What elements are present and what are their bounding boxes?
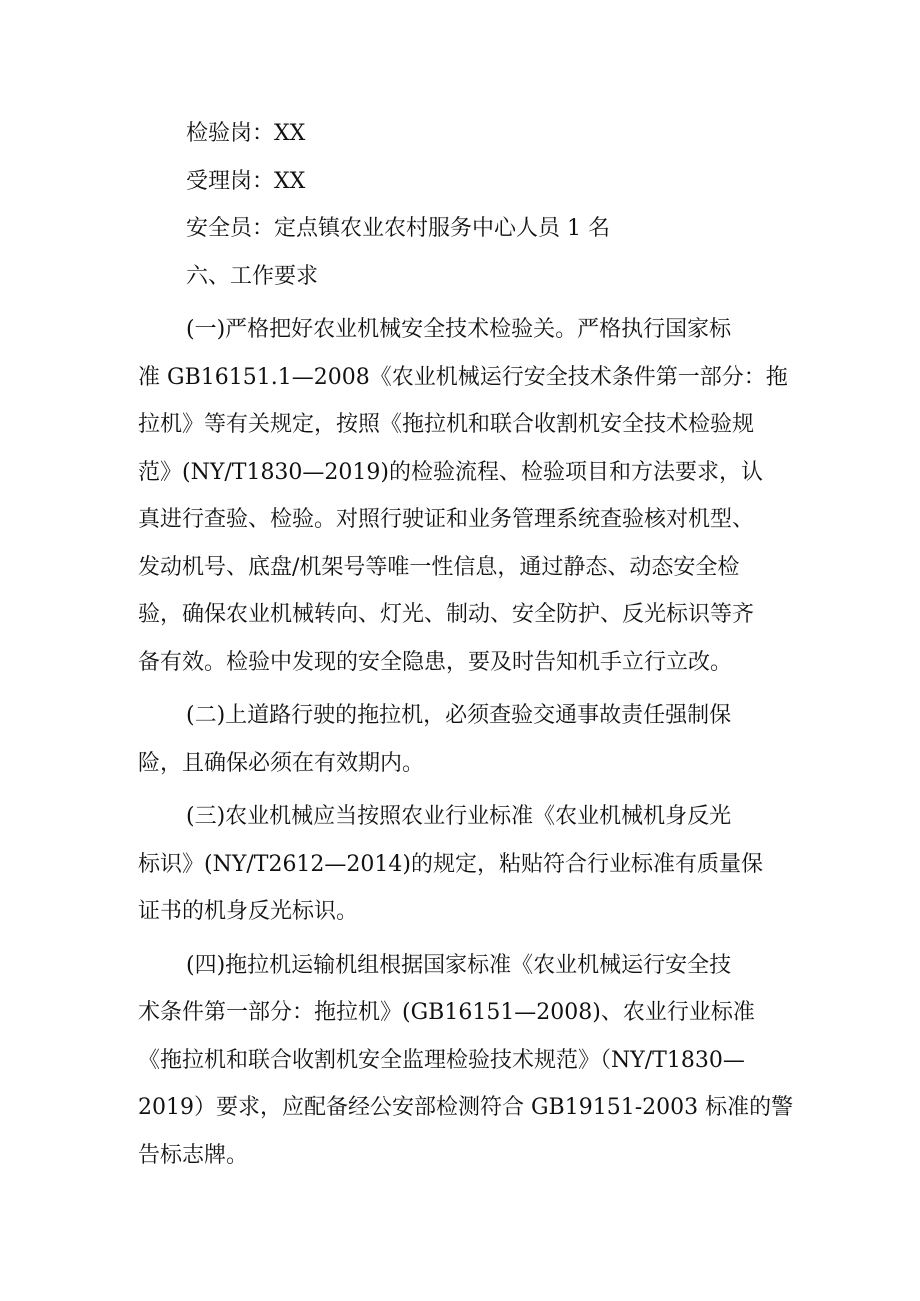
staff-safety-officer: 安全员：定点镇农业农村服务中心人员 1 名: [186, 216, 610, 241]
requirement-1: [138, 306, 788, 686]
requirement-3: [138, 793, 788, 936]
requirement-line: 备有效。检验中发现的安全隐患，要及时告知机手立行立改。: [138, 649, 733, 675]
requirement-line: 险，且确保必须在有效期内。: [138, 750, 425, 776]
requirement-4: [138, 942, 794, 1180]
requirement-line: 准 GB16151.1—2008《农业机械运行安全技术条件第一部分：拖: [138, 364, 788, 390]
staff-reception: 受理岗：XX: [186, 168, 306, 194]
requirement-line: 发动机号、底盘/机架号等唯一性信息，通过静态、动态安全检: [138, 554, 740, 580]
requirement-line: (一)严格把好农业机械安全技术检验关。严格执行国家标: [186, 317, 732, 342]
requirement-line: 术条件第一部分：拖拉机》(GB16151—2008)、农业行业标准: [138, 1000, 755, 1025]
requirement-line: (四)拖拉机运输机组根据国家标准《农业机械运行安全技: [186, 952, 732, 978]
requirement-line: 2019）要求，应配备经公安部检测符合 GB19151-2003 标准的警: [138, 1095, 794, 1120]
requirement-line: (二)上道路行驶的拖拉机，必须查验交通事故责任强制保: [186, 703, 732, 728]
requirement-line: 证书的机身反光标识。: [138, 899, 359, 924]
document-body: [138, 110, 794, 1179]
requirement-line: 验，确保农业机械转向、灯光、制动、安全防护、反光标识等齐: [138, 602, 755, 627]
requirement-line: (三)农业机械应当按照农业行业标准《农业机械机身反光: [186, 804, 732, 829]
staff-inspection: 检验岗：XX: [186, 121, 306, 146]
section-heading: 六、工作要求: [186, 263, 319, 289]
requirement-line: 真进行查验、检验。对照行驶证和业务管理系统查验核对机型、: [138, 507, 755, 532]
requirement-line: 范》(NY/T1830—2019)的检验流程、检验项目和方法要求，认: [138, 459, 764, 485]
requirement-line: 标识》(NY/T2612—2014)的规定，粘贴符合行业标准有质量保: [138, 851, 764, 877]
requirement-2: [138, 692, 788, 787]
requirement-line: 《拖拉机和联合收割机安全监理检验技术规范》（NY/T1830—: [138, 1047, 745, 1073]
requirement-line: 告标志牌。: [138, 1142, 249, 1168]
requirement-line: 拉机》等有关规定，按照《拖拉机和联合收割机安全技术检验规: [138, 412, 755, 437]
